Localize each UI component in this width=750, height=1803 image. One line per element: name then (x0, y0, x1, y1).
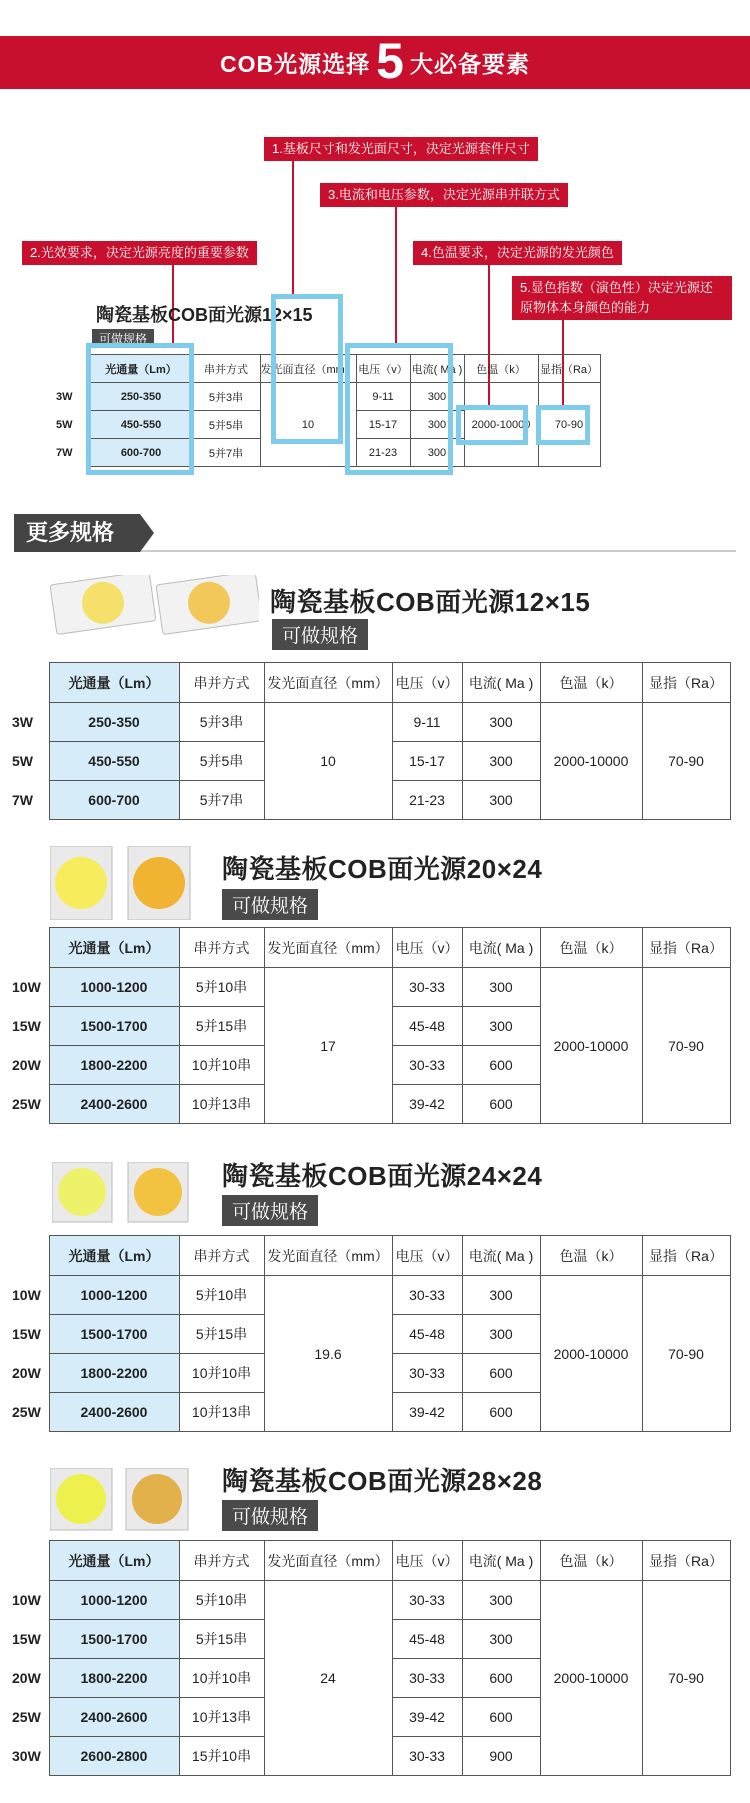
row-current: 600 (462, 1354, 540, 1393)
table-header-row (12, 663, 730, 703)
row-voltage: 30-33 (392, 1659, 462, 1698)
highlight-color-temp (456, 405, 528, 445)
row-watt: 3W (12, 703, 49, 742)
row-mode: 10并13串 (179, 1085, 264, 1124)
row-color-temp: 2000-10000 (540, 968, 642, 1124)
row-watt: 25W (12, 1698, 49, 1737)
header-mode: 串并方式 (179, 928, 264, 968)
row-lum: 1800-2200 (49, 1659, 179, 1698)
more-specs-header (14, 514, 736, 552)
section-tag: 可做规格 (222, 1195, 318, 1226)
diagram-tag: 可做规格 (92, 329, 154, 348)
row-current: 300 (462, 1007, 540, 1046)
cob-chip-images-12x15 (44, 575, 259, 645)
table-header-row (12, 1236, 730, 1276)
row-mode: 5并3串 (192, 383, 260, 411)
highlight-diameter (271, 294, 343, 444)
header-color-temp: 色温（k） (540, 928, 642, 968)
row-color-temp: 2000-10000 (540, 1276, 642, 1432)
row-mode: 5并3串 (179, 703, 264, 742)
row-cri: 70-90 (538, 383, 600, 467)
row-current: 300 (410, 411, 464, 439)
row-lum: 1000-1200 (49, 1581, 179, 1620)
section-title: 陶瓷基板COB面光源24×24 (222, 1161, 543, 1191)
table-row (12, 1276, 730, 1315)
row-diameter: 10 (260, 383, 356, 467)
row-watt: 20W (12, 1046, 49, 1085)
row-watt: 10W (12, 1276, 49, 1315)
row-cri: 70-90 (642, 1581, 730, 1776)
row-lum: 450-550 (49, 742, 179, 781)
header-cri: 显指（Ra） (538, 355, 600, 383)
row-mode: 5并10串 (179, 1276, 264, 1315)
spec-table-12x15 (12, 662, 731, 820)
header-color-temp: 色温（k） (540, 663, 642, 703)
header-lum: 光通量（Lm） (49, 1541, 179, 1581)
header-diameter: 发光面直径（mm） (264, 1236, 392, 1276)
header-lum: 光通量（Lm） (49, 928, 179, 968)
row-mode: 10并10串 (179, 1354, 264, 1393)
spec-table-24x24 (12, 1235, 731, 1432)
row-voltage: 39-42 (392, 1698, 462, 1737)
header-current: 电流( Ma ) (462, 1236, 540, 1276)
row-current: 300 (462, 1581, 540, 1620)
row-lum: 250-350 (90, 383, 192, 411)
row-color-temp: 2000-10000 (464, 383, 538, 467)
row-current: 300 (462, 703, 540, 742)
row-voltage: 15-17 (356, 411, 410, 439)
row-color-temp: 2000-10000 (540, 1581, 642, 1776)
row-lum: 600-700 (90, 439, 192, 467)
row-mode: 5并10串 (179, 968, 264, 1007)
header-mode: 串并方式 (179, 663, 264, 703)
spec-table-28x28 (12, 1540, 731, 1776)
row-watt: 15W (12, 1315, 49, 1354)
row-voltage: 45-48 (392, 1620, 462, 1659)
header-cri: 显指（Ra） (642, 1236, 730, 1276)
row-mode: 15并10串 (179, 1737, 264, 1776)
table-header-row (12, 928, 730, 968)
cob-chip-images-24x24 (52, 1162, 192, 1224)
row-mode: 5并5串 (192, 411, 260, 439)
header-voltage: 电压（v） (392, 928, 462, 968)
section-tag: 可做规格 (272, 619, 368, 650)
row-mode: 5并7串 (192, 439, 260, 467)
row-watt: 25W (12, 1393, 49, 1432)
header-current: 电流( Ma ) (462, 663, 540, 703)
row-lum: 1000-1200 (49, 968, 179, 1007)
row-mode: 10并13串 (179, 1393, 264, 1432)
row-mode: 10并10串 (179, 1659, 264, 1698)
row-mode: 5并7串 (179, 781, 264, 820)
header-diameter: 发光面直径（mm） (260, 355, 356, 383)
table-row (12, 968, 730, 1007)
header-diameter: 发光面直径（mm） (264, 928, 392, 968)
row-mode: 5并15串 (179, 1315, 264, 1354)
row-lum: 250-350 (49, 703, 179, 742)
header-voltage: 电压（v） (356, 355, 410, 383)
header-mode: 串并方式 (192, 355, 260, 383)
section-tag: 可做规格 (222, 889, 318, 920)
section-tag: 可做规格 (222, 1500, 318, 1531)
row-lum: 450-550 (90, 411, 192, 439)
row-current: 600 (462, 1046, 540, 1085)
row-watt: 5W (56, 411, 90, 439)
row-voltage: 30-33 (392, 1737, 462, 1776)
row-mode: 5并15串 (179, 1620, 264, 1659)
section-title: 陶瓷基板COB面光源20×24 (222, 854, 543, 884)
cob-chip-images-28x28 (50, 1468, 190, 1532)
callout-5: 5.显色指数（演色性）决定光源还原物体本身颜色的能力 (512, 276, 732, 320)
cob-chip-images-20x24 (50, 846, 195, 920)
row-mode: 5并15串 (179, 1007, 264, 1046)
header-lum: 光通量（Lm） (49, 663, 179, 703)
banner-number: 5 (376, 32, 404, 89)
row-color-temp: 2000-10000 (540, 703, 642, 820)
section-title: 陶瓷基板COB面光源12×15 (270, 587, 591, 617)
row-cri: 70-90 (642, 703, 730, 820)
row-voltage: 39-42 (392, 1393, 462, 1432)
row-current: 300 (462, 1276, 540, 1315)
row-lum: 1500-1700 (49, 1620, 179, 1659)
header-current: 电流( Ma ) (462, 928, 540, 968)
row-voltage: 21-23 (356, 439, 410, 467)
row-voltage: 30-33 (392, 1276, 462, 1315)
row-lum: 600-700 (49, 781, 179, 820)
row-voltage: 30-33 (392, 1354, 462, 1393)
row-watt: 25W (12, 1085, 49, 1124)
row-voltage: 15-17 (392, 742, 462, 781)
row-voltage: 21-23 (392, 781, 462, 820)
row-voltage: 30-33 (392, 968, 462, 1007)
row-diameter: 19.6 (264, 1276, 392, 1432)
callout-1: 1.基板尺寸和发光面尺寸，决定光源套件尺寸 (264, 137, 538, 161)
banner-text-left: COB光源选择 (220, 51, 371, 77)
row-watt: 15W (12, 1620, 49, 1659)
row-watt: 10W (12, 1581, 49, 1620)
connector-line-3 (395, 207, 397, 345)
row-lum: 2400-2600 (49, 1085, 179, 1124)
row-voltage: 45-48 (392, 1315, 462, 1354)
row-watt: 20W (12, 1659, 49, 1698)
header-lum: 光通量（Lm） (90, 355, 192, 383)
row-current: 300 (462, 781, 540, 820)
row-voltage: 30-33 (392, 1046, 462, 1085)
row-diameter: 17 (264, 968, 392, 1124)
row-current: 600 (462, 1659, 540, 1698)
highlight-lum (86, 343, 194, 475)
row-watt: 10W (12, 968, 49, 1007)
row-watt: 30W (12, 1737, 49, 1776)
row-lum: 2400-2600 (49, 1393, 179, 1432)
header-voltage: 电压（v） (392, 663, 462, 703)
row-mode: 5并5串 (179, 742, 264, 781)
callout-4: 4.色温要求，决定光源的发光颜色 (413, 241, 622, 265)
row-mode: 10并13串 (179, 1698, 264, 1737)
row-voltage: 9-11 (356, 383, 410, 411)
header-mode: 串并方式 (179, 1541, 264, 1581)
row-voltage: 39-42 (392, 1085, 462, 1124)
row-current: 900 (462, 1737, 540, 1776)
header-diameter: 发光面直径（mm） (264, 1541, 392, 1581)
header-cri: 显指（Ra） (642, 663, 730, 703)
row-watt: 3W (56, 383, 90, 411)
row-watt: 5W (12, 742, 49, 781)
row-diameter: 24 (264, 1581, 392, 1776)
header-color-temp: 色温（k） (540, 1541, 642, 1581)
header-color-temp: 色温（k） (464, 355, 538, 383)
callout-3: 3.电流和电压参数，决定光源串并联方式 (320, 183, 568, 207)
row-lum: 1500-1700 (49, 1315, 179, 1354)
connector-line-1 (292, 161, 294, 296)
row-current: 300 (462, 1620, 540, 1659)
row-current: 300 (410, 383, 464, 411)
row-current: 300 (410, 439, 464, 467)
header-diameter: 发光面直径（mm） (264, 663, 392, 703)
header-color-temp: 色温（k） (540, 1236, 642, 1276)
page-banner (0, 32, 750, 89)
header-lum: 光通量（Lm） (49, 1236, 179, 1276)
row-lum: 1800-2200 (49, 1046, 179, 1085)
row-lum: 1500-1700 (49, 1007, 179, 1046)
row-watt: 15W (12, 1007, 49, 1046)
header-mode: 串并方式 (179, 1236, 264, 1276)
row-lum: 2400-2600 (49, 1698, 179, 1737)
row-current: 600 (462, 1393, 540, 1432)
header-cri: 显指（Ra） (642, 928, 730, 968)
row-current: 300 (462, 742, 540, 781)
row-cri: 70-90 (642, 968, 730, 1124)
row-watt: 20W (12, 1354, 49, 1393)
row-current: 600 (462, 1085, 540, 1124)
highlight-cri (536, 405, 590, 445)
more-specs-label: 更多规格 (14, 514, 140, 552)
row-lum: 2600-2800 (49, 1737, 179, 1776)
banner-text-right: 大必备要素 (409, 51, 530, 77)
table-header-row (12, 1541, 730, 1581)
row-voltage: 45-48 (392, 1007, 462, 1046)
diagram-title: 陶瓷基板COB面光源12×15 (96, 305, 313, 325)
row-lum: 1800-2200 (49, 1354, 179, 1393)
row-cri: 70-90 (642, 1276, 730, 1432)
row-current: 300 (462, 968, 540, 1007)
row-diameter: 10 (264, 703, 392, 820)
row-mode: 10并10串 (179, 1046, 264, 1085)
row-mode: 5并10串 (179, 1581, 264, 1620)
callout-2: 2.光效要求，决定光源亮度的重要参数 (22, 241, 257, 265)
header-current: 电流( Ma ) (410, 355, 464, 383)
header-current: 电流( Ma ) (462, 1541, 540, 1581)
row-current: 600 (462, 1698, 540, 1737)
table-row (12, 703, 730, 742)
header-voltage: 电压（v） (392, 1541, 462, 1581)
row-voltage: 9-11 (392, 703, 462, 742)
row-watt: 7W (56, 439, 90, 467)
section-title: 陶瓷基板COB面光源28×28 (222, 1466, 543, 1496)
row-voltage: 30-33 (392, 1581, 462, 1620)
header-cri: 显指（Ra） (642, 1541, 730, 1581)
row-lum: 1000-1200 (49, 1276, 179, 1315)
row-current: 300 (462, 1315, 540, 1354)
table-row (12, 1581, 730, 1620)
header-voltage: 电压（v） (392, 1236, 462, 1276)
row-watt: 7W (12, 781, 49, 820)
highlight-electrical (345, 343, 453, 475)
spec-table-20x24 (12, 927, 731, 1124)
